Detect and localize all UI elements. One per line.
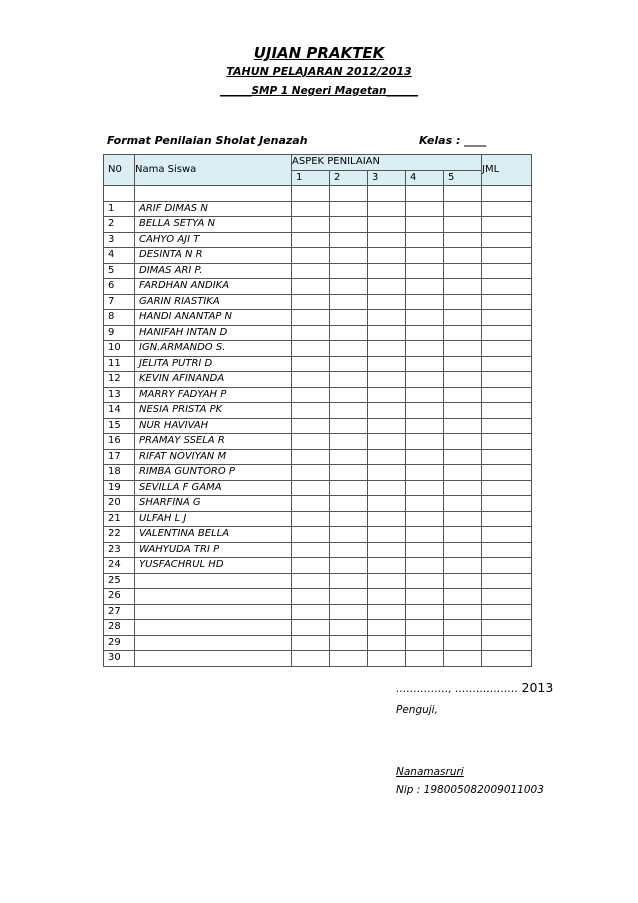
score-cell-4 <box>406 403 444 419</box>
student-name: GARIN RIASTIKA <box>135 294 292 310</box>
score-cell-3 <box>368 558 406 574</box>
examiner-role: Penguji, <box>396 704 438 716</box>
score-cell-4 <box>406 542 444 558</box>
score-cell-5 <box>444 325 482 341</box>
score-cell-5 <box>444 620 482 636</box>
score-cell-2 <box>330 294 368 310</box>
score-cell-3 <box>368 341 406 357</box>
score-cell-1 <box>292 201 330 217</box>
examiner-name: Nanamasruri <box>396 766 464 778</box>
table-row <box>104 527 532 543</box>
academic-year: TAHUN PELAJARAN 2012/2013 <box>226 65 412 78</box>
total-cell <box>482 573 532 589</box>
score-cell-4 <box>406 620 444 636</box>
score-cell-4 <box>406 480 444 496</box>
score-cell-5 <box>444 651 482 667</box>
student-name: VALENTINA BELLA <box>135 527 292 543</box>
row-number: 11 <box>104 356 135 372</box>
score-cell-2 <box>330 573 368 589</box>
score-cell-1 <box>292 387 330 403</box>
header-name: Nama Siswa <box>135 155 292 186</box>
score-cell-2 <box>330 465 368 481</box>
total-cell <box>482 635 532 651</box>
score-cell-5 <box>444 263 482 279</box>
total-cell <box>482 325 532 341</box>
score-cell-5 <box>444 434 482 450</box>
header-aspek: ASPEK PENILAIAN <box>292 155 482 171</box>
student-name <box>135 573 292 589</box>
total-cell <box>482 651 532 667</box>
row-number: 1 <box>104 201 135 217</box>
score-cell-1 <box>292 294 330 310</box>
score-cell-5 <box>444 589 482 605</box>
score-cell-1 <box>292 558 330 574</box>
score-cell-4 <box>406 263 444 279</box>
student-name: SEVILLA F GAMA <box>135 480 292 496</box>
score-cell-4 <box>406 511 444 527</box>
total-cell <box>482 558 532 574</box>
score-cell-1 <box>292 232 330 248</box>
row-number: 15 <box>104 418 135 434</box>
score-cell-5 <box>444 449 482 465</box>
score-cell-1 <box>292 465 330 481</box>
table-row <box>104 279 532 295</box>
score-cell-1 <box>292 263 330 279</box>
row-number: 13 <box>104 387 135 403</box>
score-cell-3 <box>368 263 406 279</box>
score-cell-1 <box>292 480 330 496</box>
score-cell-2 <box>330 589 368 605</box>
score-cell-1 <box>292 496 330 512</box>
score-cell-2 <box>330 356 368 372</box>
row-number: 18 <box>104 465 135 481</box>
row-number: 17 <box>104 449 135 465</box>
kelas-label: Kelas : ____ <box>419 134 487 147</box>
score-cell-4 <box>406 232 444 248</box>
score-cell-3 <box>368 201 406 217</box>
score-cell-2 <box>330 372 368 388</box>
total-cell <box>482 480 532 496</box>
table-row <box>104 232 532 248</box>
total-cell <box>482 589 532 605</box>
header-aspect-3: 3 <box>368 170 406 186</box>
examiner-nip: Nip : 198005082009011003 <box>396 784 544 796</box>
score-cell-4 <box>406 279 444 295</box>
score-cell-1 <box>292 217 330 233</box>
table-row <box>104 418 532 434</box>
total-cell <box>482 403 532 419</box>
score-cell-1 <box>292 449 330 465</box>
table-row <box>104 465 532 481</box>
score-cell-4 <box>406 465 444 481</box>
student-name: WAHYUDA TRI P <box>135 542 292 558</box>
table-row <box>104 248 532 264</box>
score-cell-4 <box>406 604 444 620</box>
score-cell-5 <box>444 294 482 310</box>
student-name: ULFAH L J <box>135 511 292 527</box>
table-row <box>104 589 532 605</box>
total-cell <box>482 356 532 372</box>
score-cell-3 <box>368 403 406 419</box>
total-cell <box>482 248 532 264</box>
row-number: 20 <box>104 496 135 512</box>
score-cell-1 <box>292 325 330 341</box>
student-name: FARDHAN ANDIKA <box>135 279 292 295</box>
score-cell-2 <box>330 248 368 264</box>
row-number: 30 <box>104 651 135 667</box>
table-row <box>104 201 532 217</box>
student-name: ARIF DIMAS N <box>135 201 292 217</box>
row-number: 23 <box>104 542 135 558</box>
score-cell-4 <box>406 341 444 357</box>
score-cell-2 <box>330 480 368 496</box>
table-row <box>104 542 532 558</box>
score-cell-5 <box>444 465 482 481</box>
score-cell-2 <box>330 558 368 574</box>
total-cell <box>482 542 532 558</box>
score-cell-2 <box>330 310 368 326</box>
student-name: JELITA PUTRI D <box>135 356 292 372</box>
row-number: 16 <box>104 434 135 450</box>
row-number: 12 <box>104 372 135 388</box>
table-row <box>104 558 532 574</box>
score-cell-1 <box>292 341 330 357</box>
score-cell-2 <box>330 620 368 636</box>
header-no: N0 <box>104 155 135 186</box>
score-cell-3 <box>368 527 406 543</box>
score-cell-4 <box>406 356 444 372</box>
total-cell <box>482 217 532 233</box>
score-cell-2 <box>330 232 368 248</box>
table-row <box>104 480 532 496</box>
document-title: UJIAN PRAKTEK <box>253 44 385 62</box>
student-name <box>135 651 292 667</box>
score-cell-2 <box>330 511 368 527</box>
score-cell-3 <box>368 387 406 403</box>
row-number: 19 <box>104 480 135 496</box>
header-aspect-1: 1 <box>292 170 330 186</box>
score-cell-3 <box>368 232 406 248</box>
row-number: 4 <box>104 248 135 264</box>
score-cell-3 <box>368 496 406 512</box>
table-row <box>104 387 532 403</box>
score-cell-2 <box>330 449 368 465</box>
score-cell-3 <box>368 604 406 620</box>
table-row <box>104 263 532 279</box>
score-cell-5 <box>444 387 482 403</box>
score-cell-4 <box>406 589 444 605</box>
score-cell-1 <box>292 527 330 543</box>
score-cell-5 <box>444 418 482 434</box>
student-name: BELLA SETYA N <box>135 217 292 233</box>
row-number: 29 <box>104 635 135 651</box>
format-label: Format Penilaian Sholat Jenazah <box>107 134 308 147</box>
table-row <box>104 620 532 636</box>
header-aspect-5: 5 <box>444 170 482 186</box>
score-cell-3 <box>368 279 406 295</box>
row-number: 26 <box>104 589 135 605</box>
student-name <box>135 620 292 636</box>
score-cell-1 <box>292 248 330 264</box>
student-name: MARRY FADYAH P <box>135 387 292 403</box>
score-cell-4 <box>406 496 444 512</box>
score-cell-3 <box>368 449 406 465</box>
score-cell-5 <box>444 403 482 419</box>
score-cell-2 <box>330 325 368 341</box>
total-cell <box>482 201 532 217</box>
score-cell-5 <box>444 573 482 589</box>
score-cell-5 <box>444 496 482 512</box>
student-name: DIMAS ARI P. <box>135 263 292 279</box>
score-cell-3 <box>368 294 406 310</box>
total-cell <box>482 434 532 450</box>
score-cell-5 <box>444 558 482 574</box>
total-cell <box>482 449 532 465</box>
score-cell-1 <box>292 635 330 651</box>
header-aspect-4: 4 <box>406 170 444 186</box>
table-row <box>104 217 532 233</box>
score-cell-4 <box>406 325 444 341</box>
score-cell-5 <box>444 201 482 217</box>
total-cell <box>482 310 532 326</box>
student-name: IGN.ARMANDO S. <box>135 341 292 357</box>
total-cell <box>482 511 532 527</box>
score-cell-5 <box>444 511 482 527</box>
student-name: NESIA PRISTA PK <box>135 403 292 419</box>
score-cell-2 <box>330 527 368 543</box>
score-cell-3 <box>368 651 406 667</box>
score-cell-3 <box>368 511 406 527</box>
header-total: JML <box>482 155 532 186</box>
score-cell-1 <box>292 279 330 295</box>
total-cell <box>482 294 532 310</box>
total-cell <box>482 387 532 403</box>
date-placeholder: ……………, ……………… <box>396 683 519 695</box>
total-cell <box>482 232 532 248</box>
score-cell-4 <box>406 418 444 434</box>
table-row <box>104 356 532 372</box>
row-number: 10 <box>104 341 135 357</box>
student-name: NUR HAVIVAH <box>135 418 292 434</box>
table-row <box>104 573 532 589</box>
score-cell-2 <box>330 651 368 667</box>
score-cell-4 <box>406 434 444 450</box>
school-name: ______SMP 1 Negeri Magetan______ <box>219 85 419 97</box>
score-cell-2 <box>330 434 368 450</box>
score-cell-5 <box>444 635 482 651</box>
score-cell-1 <box>292 418 330 434</box>
student-name: PRAMAY SSELA R <box>135 434 292 450</box>
total-cell <box>482 527 532 543</box>
table-row <box>104 635 532 651</box>
table-row <box>104 434 532 450</box>
score-cell-5 <box>444 527 482 543</box>
table-row <box>104 403 532 419</box>
score-cell-1 <box>292 620 330 636</box>
score-cell-3 <box>368 248 406 264</box>
score-cell-1 <box>292 372 330 388</box>
score-cell-1 <box>292 651 330 667</box>
row-number: 24 <box>104 558 135 574</box>
score-cell-2 <box>330 542 368 558</box>
row-number: 14 <box>104 403 135 419</box>
score-cell-1 <box>292 589 330 605</box>
score-cell-2 <box>330 217 368 233</box>
table-row <box>104 511 532 527</box>
score-cell-1 <box>292 403 330 419</box>
row-number: 6 <box>104 279 135 295</box>
score-cell-5 <box>444 542 482 558</box>
row-number: 3 <box>104 232 135 248</box>
total-cell <box>482 372 532 388</box>
student-name: DESINTA N R <box>135 248 292 264</box>
score-cell-4 <box>406 372 444 388</box>
score-cell-3 <box>368 542 406 558</box>
table-row <box>104 341 532 357</box>
score-cell-1 <box>292 434 330 450</box>
student-name: CAHYO AJI T <box>135 232 292 248</box>
score-cell-4 <box>406 294 444 310</box>
score-cell-4 <box>406 248 444 264</box>
score-cell-1 <box>292 511 330 527</box>
score-cell-1 <box>292 310 330 326</box>
score-cell-3 <box>368 434 406 450</box>
score-cell-4 <box>406 527 444 543</box>
table-row <box>104 372 532 388</box>
table-row <box>104 496 532 512</box>
score-cell-3 <box>368 480 406 496</box>
spacer-row <box>104 186 532 202</box>
score-cell-2 <box>330 279 368 295</box>
student-name: RIMBA GUNTORO P <box>135 465 292 481</box>
table-row <box>104 651 532 667</box>
table-row <box>104 604 532 620</box>
total-cell <box>482 620 532 636</box>
score-cell-5 <box>444 217 482 233</box>
signature-year: 2013 <box>521 680 554 695</box>
student-name: SHARFINA G <box>135 496 292 512</box>
row-number: 5 <box>104 263 135 279</box>
total-cell <box>482 418 532 434</box>
total-cell <box>482 341 532 357</box>
score-cell-4 <box>406 310 444 326</box>
row-number: 2 <box>104 217 135 233</box>
score-cell-5 <box>444 480 482 496</box>
table-row <box>104 325 532 341</box>
score-cell-2 <box>330 403 368 419</box>
row-number: 25 <box>104 573 135 589</box>
row-number: 21 <box>104 511 135 527</box>
score-cell-5 <box>444 604 482 620</box>
score-cell-5 <box>444 356 482 372</box>
score-cell-5 <box>444 372 482 388</box>
score-cell-2 <box>330 635 368 651</box>
row-number: 28 <box>104 620 135 636</box>
assessment-table <box>103 154 532 667</box>
score-cell-4 <box>406 387 444 403</box>
score-cell-3 <box>368 635 406 651</box>
score-cell-1 <box>292 604 330 620</box>
table-row <box>104 310 532 326</box>
score-cell-4 <box>406 573 444 589</box>
score-cell-1 <box>292 356 330 372</box>
student-name <box>135 589 292 605</box>
student-name: KEVIN AFINANDA <box>135 372 292 388</box>
total-cell <box>482 496 532 512</box>
total-cell <box>482 263 532 279</box>
row-number: 27 <box>104 604 135 620</box>
student-name: YUSFACHRUL HD <box>135 558 292 574</box>
score-cell-4 <box>406 449 444 465</box>
row-number: 9 <box>104 325 135 341</box>
score-cell-4 <box>406 217 444 233</box>
student-name: HANIFAH INTAN D <box>135 325 292 341</box>
score-cell-2 <box>330 201 368 217</box>
score-cell-5 <box>444 279 482 295</box>
score-cell-3 <box>368 372 406 388</box>
score-cell-2 <box>330 387 368 403</box>
total-cell <box>482 465 532 481</box>
signature-date <box>396 680 553 695</box>
student-name <box>135 604 292 620</box>
student-name: RIFAT NOVIYAN M <box>135 449 292 465</box>
total-cell <box>482 279 532 295</box>
score-cell-2 <box>330 263 368 279</box>
score-cell-3 <box>368 310 406 326</box>
score-cell-5 <box>444 310 482 326</box>
score-cell-2 <box>330 418 368 434</box>
score-cell-3 <box>368 620 406 636</box>
score-cell-3 <box>368 356 406 372</box>
score-cell-4 <box>406 558 444 574</box>
row-number: 22 <box>104 527 135 543</box>
score-cell-5 <box>444 248 482 264</box>
table-row <box>104 294 532 310</box>
score-cell-1 <box>292 573 330 589</box>
score-cell-3 <box>368 325 406 341</box>
score-cell-3 <box>368 589 406 605</box>
score-cell-5 <box>444 341 482 357</box>
score-cell-3 <box>368 418 406 434</box>
row-number: 8 <box>104 310 135 326</box>
score-cell-3 <box>368 465 406 481</box>
score-cell-4 <box>406 651 444 667</box>
total-cell <box>482 604 532 620</box>
score-cell-5 <box>444 232 482 248</box>
score-cell-2 <box>330 604 368 620</box>
table-row <box>104 449 532 465</box>
score-cell-2 <box>330 341 368 357</box>
row-number: 7 <box>104 294 135 310</box>
student-name: HANDI ANANTAP N <box>135 310 292 326</box>
score-cell-2 <box>330 496 368 512</box>
score-cell-4 <box>406 201 444 217</box>
score-cell-1 <box>292 542 330 558</box>
score-cell-3 <box>368 573 406 589</box>
header-aspect-2: 2 <box>330 170 368 186</box>
student-name <box>135 635 292 651</box>
score-cell-3 <box>368 217 406 233</box>
score-cell-4 <box>406 635 444 651</box>
